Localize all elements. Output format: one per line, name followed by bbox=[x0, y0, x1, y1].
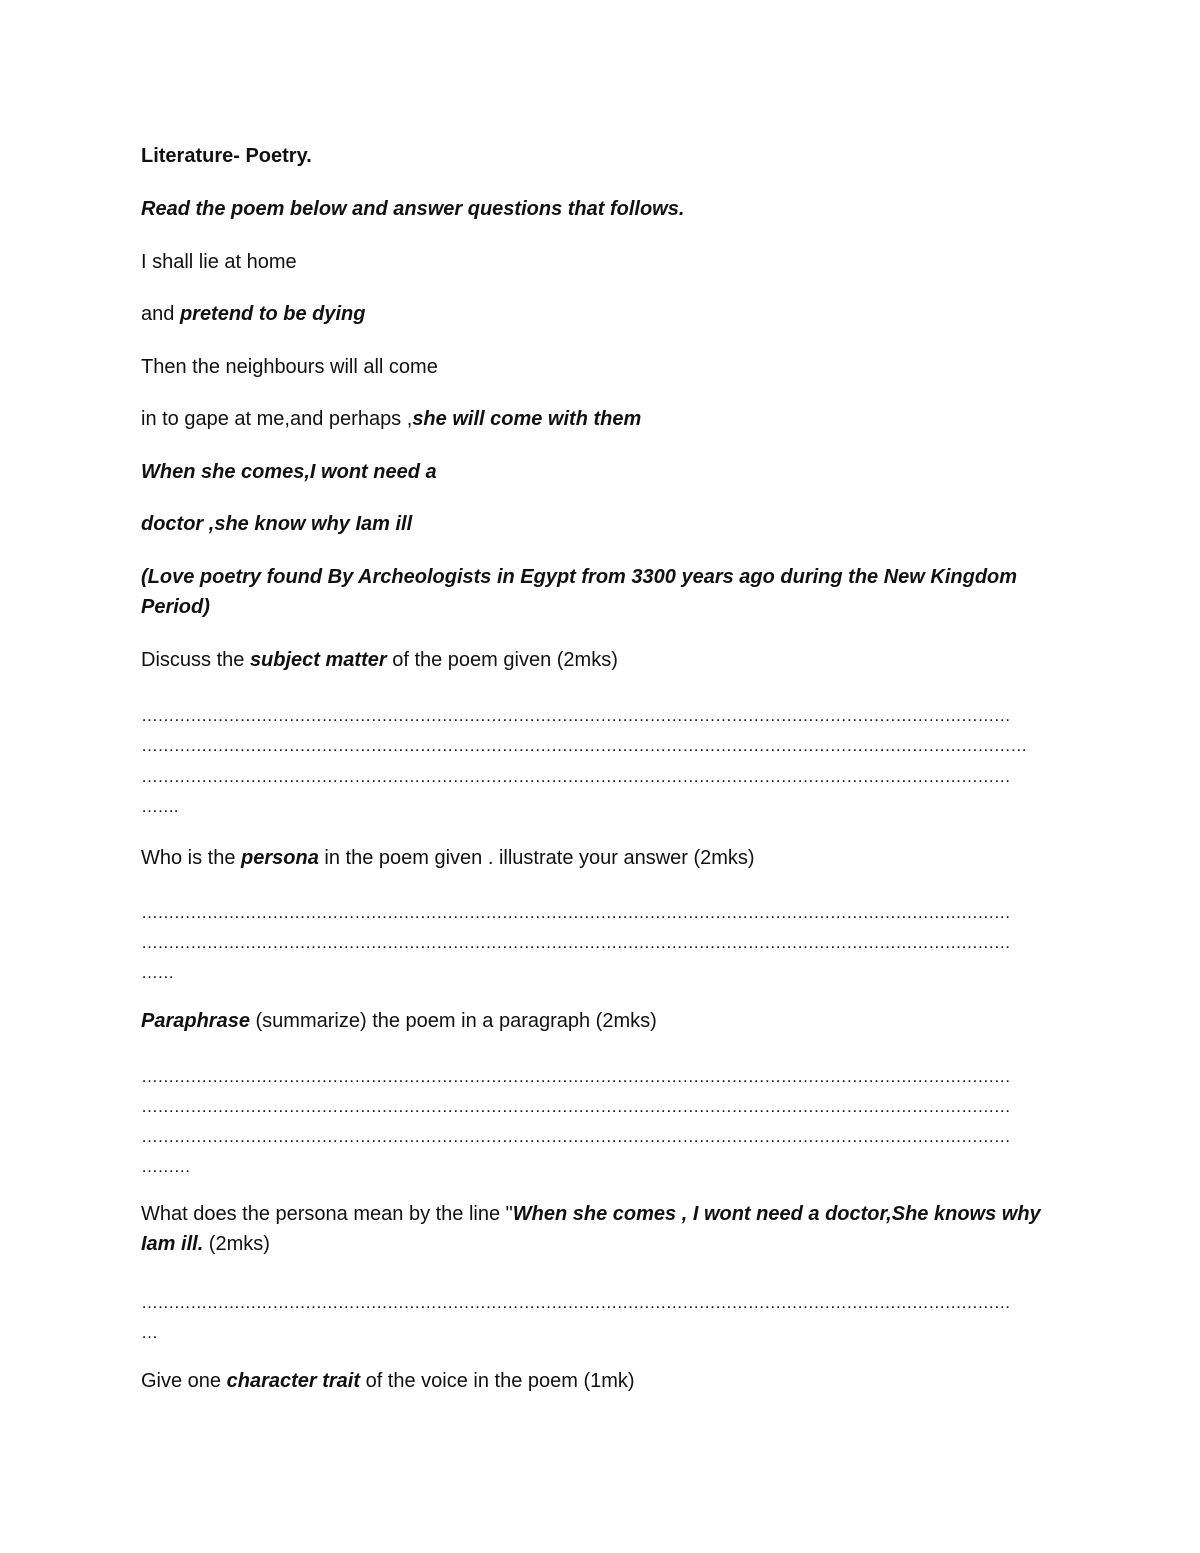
poem-line-6: doctor ,she know why Iam ill bbox=[141, 513, 413, 535]
poem-line-5: When she comes,I wont need a bbox=[141, 461, 437, 483]
poem-line-2-plain: and bbox=[141, 303, 180, 325]
answer-line[interactable]: …………………………………………………………………………………………………………………………………………… bbox=[141, 933, 1011, 952]
question-1-pre: Discuss the bbox=[141, 649, 250, 671]
question-3-emphasis: Paraphrase bbox=[141, 1010, 250, 1032]
question-5-emphasis: character trait bbox=[226, 1370, 361, 1392]
answer-line[interactable]: …………………………………………………………………………………………………………………………………………… bbox=[141, 1097, 1011, 1116]
poem-line-2 bbox=[141, 299, 1061, 329]
answer-line[interactable]: …… bbox=[141, 963, 174, 982]
answer-line[interactable]: …………………………………………………………………………………………………………………………………………… bbox=[141, 706, 1011, 725]
poem-line-4-emphasis: she will come with them bbox=[412, 408, 642, 430]
poem-line-4 bbox=[141, 404, 1061, 434]
question-2 bbox=[141, 843, 1061, 873]
question-2-post: in the poem given . illustrate your answer (2mks) bbox=[318, 847, 755, 869]
answer-line[interactable]: …………………………………………………………………………………………………………………………………………… bbox=[141, 1067, 1011, 1086]
poem-source: (Love poetry found By Archeologists in Egypt from 3300 years ago during the New Kingdom Period) bbox=[141, 566, 1018, 618]
answer-line[interactable]: …………………………………………………………………………………………………………………………………………… bbox=[141, 767, 1011, 786]
poem-line-2-emphasis: pretend to be dying bbox=[179, 303, 366, 325]
poem-line-3: Then the neighbours will all come bbox=[141, 356, 438, 378]
answer-line[interactable]: ……. bbox=[141, 797, 178, 816]
question-5-pre: Give one bbox=[141, 1370, 227, 1392]
poem-line-1: I shall lie at home bbox=[141, 251, 297, 273]
question-1 bbox=[141, 645, 1061, 675]
question-3-post: (summarize) the poem in a paragraph (2mks) bbox=[249, 1010, 657, 1032]
answer-line[interactable]: …………………………………………………………………………………………………………………………………………… bbox=[141, 1127, 1011, 1146]
question-2-pre: Who is the bbox=[141, 847, 242, 869]
poem-line-4-plain: in to gape at me,and perhaps , bbox=[141, 408, 413, 430]
question-3 bbox=[141, 1006, 1061, 1036]
question-2-emphasis: persona bbox=[241, 847, 319, 869]
answer-line[interactable]: … bbox=[141, 1323, 158, 1342]
page-title: Literature- Poetry. bbox=[141, 145, 312, 167]
answer-line[interactable]: ……………………………………………………………………………………………………………………………………………… bbox=[141, 736, 1027, 755]
question-4-emphasis: When she comes , I wont need a doctor,She knows why Iam ill. bbox=[141, 1203, 1041, 1255]
question-4 bbox=[141, 1199, 1061, 1259]
question-4-post: (2mks) bbox=[203, 1233, 270, 1255]
answer-line[interactable]: ……… bbox=[141, 1157, 191, 1176]
answer-line[interactable]: …………………………………………………………………………………………………………………………………………… bbox=[141, 903, 1011, 922]
question-5 bbox=[141, 1366, 1061, 1396]
question-5-post: of the voice in the poem (1mk) bbox=[360, 1370, 635, 1392]
question-4-pre: What does the persona mean by the line " bbox=[141, 1203, 513, 1225]
question-1-post: of the poem given (2mks) bbox=[386, 649, 618, 671]
instruction: Read the poem below and answer questions that follows. bbox=[141, 198, 685, 220]
answer-line[interactable]: …………………………………………………………………………………………………………………………………………… bbox=[141, 1293, 1011, 1312]
question-1-emphasis: subject matter bbox=[249, 649, 387, 671]
